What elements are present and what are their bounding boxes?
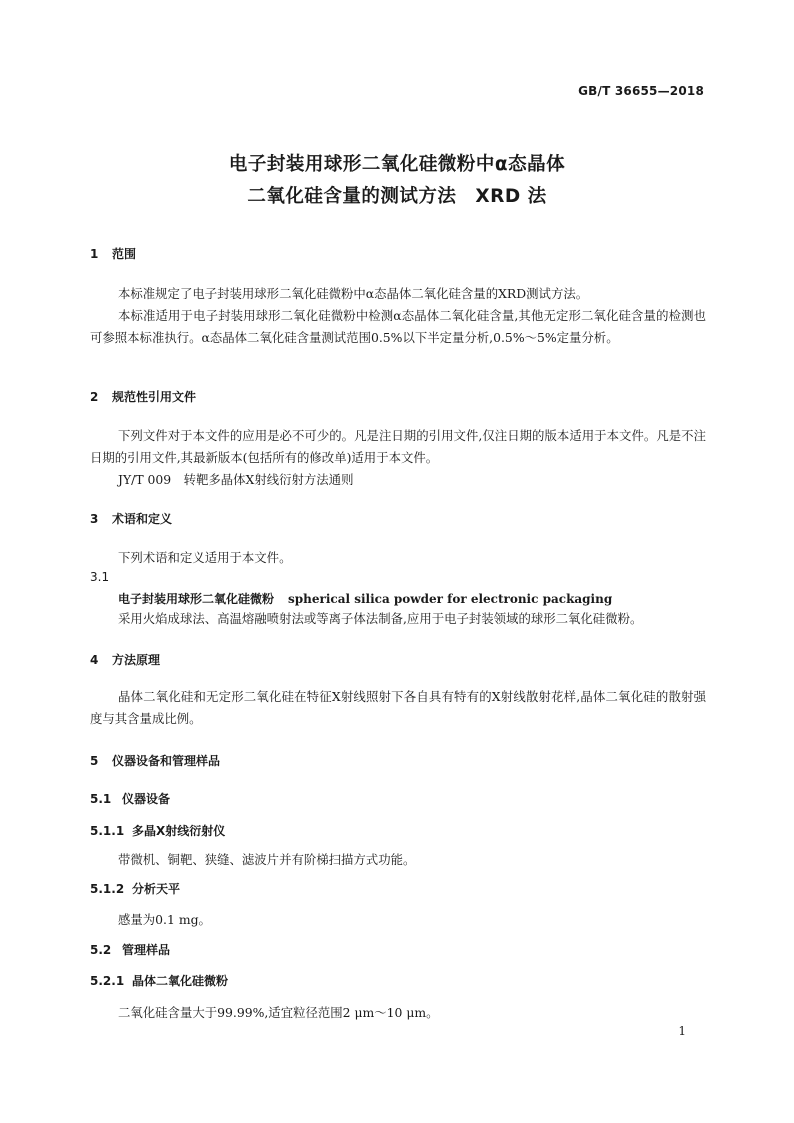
page-number: 1 [678, 1024, 686, 1038]
document-title-line1: 电子封装用球形二氧化硅微粉中α态晶体 [228, 154, 566, 175]
term-definition: 采用火焰成球法、高温熔融喷射法或等离子体法制备,应用于电子封装领域的球形二氧化硅微粉。 [118, 611, 643, 626]
section-5-heading [90, 752, 220, 769]
normative-reference: JY/T 009 转靶多晶体X射线衍射方法通则 [118, 472, 354, 487]
subsection-5-1-heading [90, 790, 170, 807]
paragraph: 下列术语和定义适用于本文件。 [118, 550, 292, 565]
section-number: 5.1 [90, 792, 112, 806]
section-title: 方法原理 [112, 653, 161, 667]
paragraph: 感量为0.1 mg。 [118, 912, 211, 927]
section-title: 仪器设备和管理样品 [112, 754, 221, 768]
section-2-heading [90, 388, 196, 405]
section-number: 5.1.1 [90, 824, 125, 838]
paragraph: 本标准适用于电子封装用球形二氧化硅微粉中检测α态晶体二氧化硅含量,其他无定形二氧化硅含量的检测也可参照本标准执行。α态晶体二氧化硅含量测试范围0.5%以下半定量分析,0.5%～5%定量分析。 [90, 308, 706, 345]
section-title: 仪器设备 [122, 792, 171, 806]
term-english: spherical silica powder for electronic packaging [288, 592, 613, 606]
section-title: 晶体二氧化硅微粉 [132, 974, 229, 988]
section-number: 3 [90, 512, 99, 526]
section-title: 分析天平 [132, 882, 181, 896]
subsection-5-1-1-heading [90, 822, 225, 839]
section-number: 1 [90, 247, 99, 261]
paragraph: 晶体二氧化硅和无定形二氧化硅在特征X射线照射下各自具有特有的X射线散射花样,晶体二氧化硅的散射强度与其含量成比例。 [90, 689, 706, 726]
section-number: 5.1.2 [90, 882, 125, 896]
section-number: 2 [90, 390, 99, 404]
subsection-5-1-2-heading [90, 880, 180, 897]
section-4-heading [90, 651, 160, 668]
section-3-heading [90, 510, 172, 527]
section-title: 多晶X射线衍射仪 [132, 824, 226, 838]
paragraph: 带微机、铜靶、狭缝、滤波片并有阶梯扫描方式功能。 [118, 852, 416, 867]
subsection-5-2-1-heading [90, 972, 228, 989]
subsection-5-2-heading [90, 941, 170, 958]
term-entry [118, 590, 612, 607]
section-number: 4 [90, 653, 99, 667]
section-title: 术语和定义 [112, 512, 173, 526]
term-number: 3.1 [90, 570, 110, 584]
paragraph: 本标准规定了电子封装用球形二氧化硅微粉中α态晶体二氧化硅含量的XRD测试方法。 [118, 286, 589, 301]
section-title: 规范性引用文件 [112, 390, 197, 404]
standard-number: GB/T 36655—2018 [578, 84, 704, 98]
section-title: 范围 [112, 247, 137, 261]
paragraph: 二氧化硅含量大于99.99%,适宜粒径范围2 μm～10 μm。 [118, 1005, 439, 1020]
document-title-line2: 二氧化硅含量的测试方法 XRD 法 [247, 186, 547, 207]
section-number: 5.2.1 [90, 974, 125, 988]
term-chinese: 电子封装用球形二氧化硅微粉 [118, 592, 275, 606]
section-number: 5 [90, 754, 99, 768]
section-1-heading [90, 245, 136, 262]
section-title: 管理样品 [122, 943, 171, 957]
paragraph: 下列文件对于本文件的应用是必不可少的。凡是注日期的引用文件,仅注日期的版本适用于本文件。凡是不注日期的引用文件,其最新版本(包括所有的修改单)适用于本文件。 [90, 428, 706, 465]
section-number: 5.2 [90, 943, 112, 957]
